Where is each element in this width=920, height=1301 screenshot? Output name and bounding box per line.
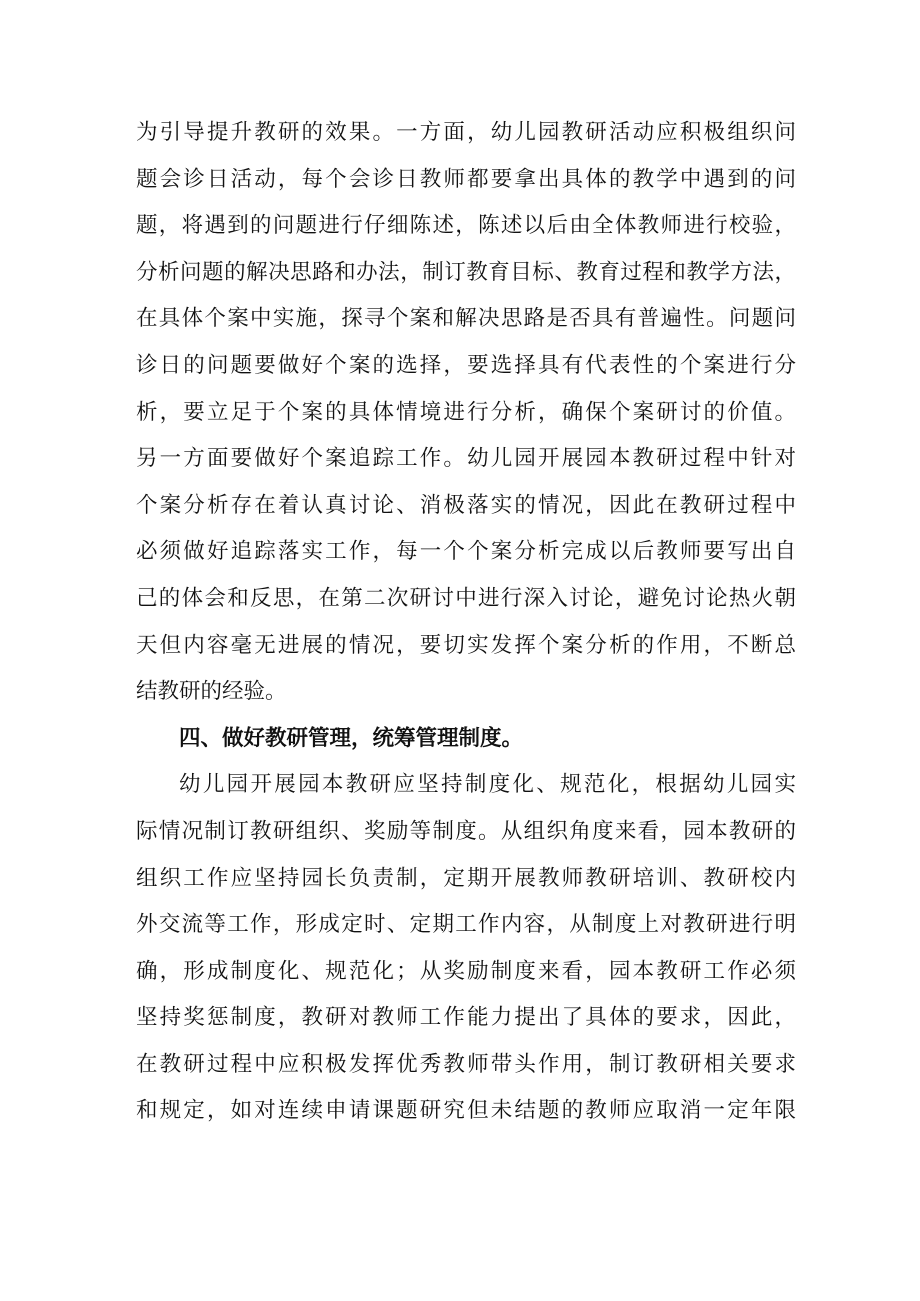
paragraph-line: 组织工作应坚持园长负责制，定期开展教师教研培训、教研校内 [136,865,796,891]
paragraph-line: 分析问题的解决思路和办法，制订教育目标、教育过程和教学方法， [136,259,796,285]
paragraph-line: 幼儿园开展园本教研应坚持制度化、规范化，根据幼儿园实 [179,772,796,798]
paragraph-line: 确，形成制度化、规范化；从奖励制度来看，园本教研工作必须 [136,958,796,984]
paragraph-line: 为引导提升教研的效果。一方面，幼儿园教研活动应积极组织问 [136,120,796,145]
paragraph-line: 析，要立足于个案的具体情境进行分析，确保个案研讨的价值。 [136,399,796,425]
document-body [136,110,796,1135]
paragraph-line: 天但内容毫无进展的情况，要切实发挥个案分析的作用，不断总 [136,632,796,658]
paragraph-line: 个案分析存在着认真讨论、消极落实的情况，因此在教研过程中 [136,492,796,518]
paragraph-line: 结教研的经验。 [136,679,287,705]
paragraph-line: 必须做好追踪落实工作，每一个个案分析完成以后教师要写出自 [136,539,796,565]
paragraph-line: 题，将遇到的问题进行仔细陈述，陈述以后由全体教师进行校验， [136,213,796,239]
paragraph-line: 在教研过程中应积极发挥优秀教师带头作用，制订教研相关要求 [136,1051,796,1077]
paragraph-line: 和规定，如对连续申请课题研究但未结题的教师应取消一定年限 [136,1098,796,1124]
section-heading: 四、做好教研管理，统筹管理制度。 [179,725,524,751]
paragraph-line: 另一方面要做好个案追踪工作。幼儿园开展园本教研过程中针对 [136,446,796,472]
paragraph-line: 题会诊日活动，每个会诊日教师都要拿出具体的教学中遇到的问 [136,166,796,192]
paragraph-line: 坚持奖惩制度，教研对教师工作能力提出了具体的要求，因此， [136,1005,796,1031]
paragraph-line: 外交流等工作，形成定时、定期工作内容，从制度上对教研进行明 [136,912,796,938]
paragraph-line: 际情况制订教研组织、奖励等制度。从组织角度来看，园本教研的 [136,818,796,844]
paragraph-line: 在具体个案中实施，探寻个案和解决思路是否具有普遍性。问题问 [136,306,796,332]
paragraph-line: 诊日的问题要做好个案的选择，要选择具有代表性的个案进行分 [136,352,796,378]
paragraph-line: 己的体会和反思，在第二次研讨中进行深入讨论，避免讨论热火朝 [136,585,796,611]
